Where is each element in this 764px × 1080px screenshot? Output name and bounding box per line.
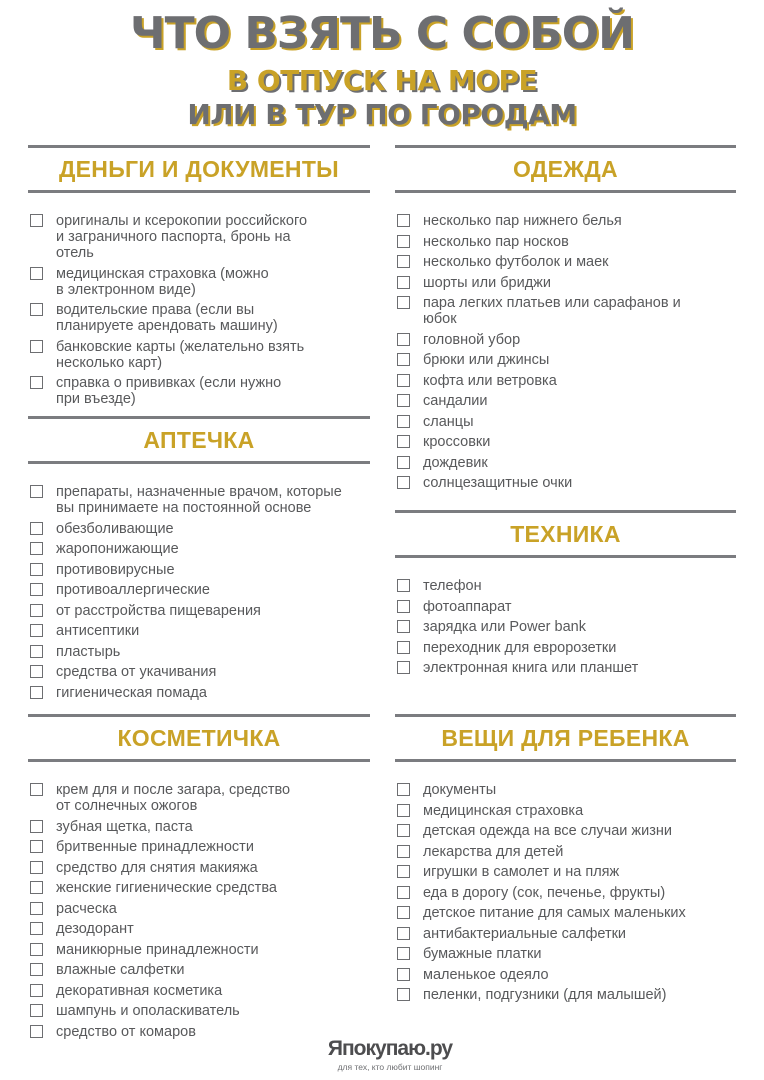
checklist-item-label: кофта или ветровка bbox=[423, 372, 557, 389]
checklist-item[interactable] bbox=[28, 901, 370, 917]
checkbox-icon[interactable] bbox=[397, 927, 410, 940]
section-divider bbox=[395, 190, 736, 193]
checklist-item-label: антисептики bbox=[56, 623, 140, 639]
section-divider bbox=[28, 759, 370, 762]
checkbox-icon[interactable] bbox=[30, 984, 43, 997]
section-divider bbox=[28, 145, 370, 148]
checklist-item-label: дезодорант bbox=[56, 921, 134, 937]
checklist-item-label: детское питание для самых маленьких bbox=[423, 905, 686, 921]
checklist-item[interactable] bbox=[28, 880, 370, 896]
checklist-item-label: электронная книга или планшет bbox=[423, 660, 639, 676]
checkbox-icon[interactable] bbox=[397, 394, 410, 407]
section-divider bbox=[395, 714, 736, 717]
checklist-item[interactable] bbox=[28, 375, 370, 407]
checkbox-icon[interactable] bbox=[30, 861, 43, 874]
checklist-item-label: несколько пар носков bbox=[423, 233, 569, 250]
checkbox-icon[interactable] bbox=[397, 641, 410, 654]
checklist bbox=[395, 578, 736, 676]
checklist-item-label: лекарства для детей bbox=[423, 843, 564, 860]
checklist-item-label: крем для и после загара, средство от солнечных ожогов bbox=[56, 782, 291, 814]
checklist-item-label: пластырь bbox=[56, 643, 121, 660]
checklist-item[interactable] bbox=[395, 967, 736, 983]
checklist-item[interactable] bbox=[395, 660, 736, 676]
checklist-item[interactable] bbox=[395, 373, 736, 389]
checkbox-icon[interactable] bbox=[397, 661, 410, 674]
section-heading: ВЕЩИ ДЛЯ РЕБЕНКА bbox=[441, 725, 690, 751]
checklist-item-label: кроссовки bbox=[423, 434, 491, 450]
checkbox-icon[interactable] bbox=[30, 902, 43, 915]
checklist-item[interactable] bbox=[28, 664, 370, 680]
checklist-item[interactable] bbox=[395, 885, 736, 901]
checklist-item[interactable] bbox=[395, 275, 736, 291]
checkbox-icon[interactable] bbox=[30, 267, 43, 280]
checkbox-icon[interactable] bbox=[397, 415, 410, 428]
checklist-item[interactable] bbox=[395, 844, 736, 860]
checklist-item-label: справка о прививках (если нужно при въезде) bbox=[56, 375, 282, 407]
checklist-item[interactable] bbox=[28, 782, 370, 814]
checkbox-icon[interactable] bbox=[30, 1004, 43, 1017]
checklist-item-label: зубная щетка, паста bbox=[56, 818, 193, 835]
section-heading: КОСМЕТИЧКА bbox=[117, 725, 281, 751]
checklist-item-label: шампунь и ополаскиватель bbox=[56, 1003, 240, 1019]
page-subtitle-line1: В ОТПУСК НА МОРЕ bbox=[226, 64, 538, 97]
checkbox-icon[interactable] bbox=[397, 579, 410, 592]
checklist-item-label: антибактериальные салфетки bbox=[423, 925, 627, 942]
section-child bbox=[395, 714, 736, 1008]
checklist-item[interactable] bbox=[395, 578, 736, 594]
checklist-item[interactable] bbox=[395, 803, 736, 819]
section-divider bbox=[395, 145, 736, 148]
checklist-item[interactable] bbox=[28, 623, 370, 639]
section-divider bbox=[28, 461, 370, 464]
checkbox-icon[interactable] bbox=[30, 922, 43, 935]
checkbox-icon[interactable] bbox=[30, 686, 43, 699]
section-money-documents bbox=[28, 145, 370, 412]
checklist-item-label: телефон bbox=[423, 578, 482, 594]
checkbox-icon[interactable] bbox=[30, 542, 43, 555]
checkbox-icon[interactable] bbox=[30, 340, 43, 353]
checklist-item-label: жаропонижающие bbox=[56, 541, 179, 557]
checkbox-icon[interactable] bbox=[30, 563, 43, 576]
checkbox-icon[interactable] bbox=[397, 235, 410, 248]
checkbox-icon[interactable] bbox=[30, 881, 43, 894]
checkbox-icon[interactable] bbox=[30, 485, 43, 498]
checklist bbox=[395, 782, 736, 1003]
checklist-item[interactable] bbox=[28, 819, 370, 835]
checklist bbox=[28, 782, 370, 1040]
checklist-item[interactable] bbox=[395, 823, 736, 839]
checklist-item[interactable] bbox=[28, 839, 370, 855]
checklist-item-label: влажные салфетки bbox=[56, 962, 185, 978]
checkbox-icon[interactable] bbox=[30, 214, 43, 227]
checklist-item-label: детская одежда на все случаи жизни bbox=[423, 823, 672, 839]
checkbox-icon[interactable] bbox=[397, 353, 410, 366]
brand-logo bbox=[310, 1038, 470, 1072]
checkbox-icon[interactable] bbox=[30, 820, 43, 833]
checklist-item-label: головной убор bbox=[423, 331, 521, 348]
checkbox-icon[interactable] bbox=[30, 943, 43, 956]
checkbox-icon[interactable] bbox=[397, 804, 410, 817]
checklist-item[interactable] bbox=[395, 599, 736, 615]
section-clothes bbox=[395, 145, 736, 496]
checklist-item-label: обезболивающие bbox=[56, 520, 174, 537]
checkbox-icon[interactable] bbox=[397, 783, 410, 796]
checklist-item[interactable] bbox=[28, 1003, 370, 1019]
checklist-item-label: средства от укачивания bbox=[56, 664, 217, 680]
brand-logo-name: Япокупаю.ру bbox=[327, 1037, 453, 1060]
checklist-item-label: расческа bbox=[56, 900, 117, 917]
checklist-item[interactable] bbox=[28, 582, 370, 598]
checkbox-icon[interactable] bbox=[30, 624, 43, 637]
checklist-item[interactable] bbox=[395, 864, 736, 880]
checkbox-icon[interactable] bbox=[397, 620, 410, 633]
checkbox-icon[interactable] bbox=[397, 214, 410, 227]
checklist-item[interactable] bbox=[28, 302, 370, 334]
checkbox-icon[interactable] bbox=[30, 303, 43, 316]
checklist-item[interactable] bbox=[395, 414, 736, 430]
checklist-item-label: игрушки в самолет и на пляж bbox=[423, 864, 620, 880]
checklist-item-label: пара легких платьев или сарафанов и юбок bbox=[423, 295, 681, 327]
checklist-item[interactable] bbox=[395, 352, 736, 368]
checkbox-icon[interactable] bbox=[397, 886, 410, 899]
checklist-item-label: средство от комаров bbox=[56, 1023, 196, 1040]
checkbox-icon[interactable] bbox=[30, 583, 43, 596]
checklist-item-label: медицинская страховка bbox=[423, 802, 584, 819]
checklist-item-label: фотоаппарат bbox=[423, 598, 512, 615]
checklist bbox=[28, 484, 370, 701]
checklist-item-label: сланцы bbox=[423, 413, 474, 430]
checklist-item[interactable] bbox=[395, 926, 736, 942]
checklist-item[interactable] bbox=[395, 640, 736, 656]
checkbox-icon[interactable] bbox=[30, 1025, 43, 1038]
section-divider bbox=[395, 759, 736, 762]
section-divider bbox=[28, 416, 370, 419]
checklist bbox=[395, 213, 736, 491]
checklist bbox=[28, 213, 370, 407]
checkbox-icon[interactable] bbox=[397, 906, 410, 919]
checklist-item[interactable] bbox=[395, 213, 736, 229]
checklist-item-label: несколько пар нижнего белья bbox=[423, 213, 622, 229]
checklist-item[interactable] bbox=[28, 644, 370, 660]
checklist-item-label: декоративная косметика bbox=[56, 982, 223, 999]
checkbox-icon[interactable] bbox=[397, 296, 410, 309]
checklist-item[interactable] bbox=[28, 860, 370, 876]
section-heading: АПТЕЧКА bbox=[143, 427, 255, 453]
checklist-item[interactable] bbox=[395, 234, 736, 250]
page-subtitle-line2: ИЛИ В ТУР ПО ГОРОДАМ bbox=[187, 98, 577, 131]
checklist-item-label: препараты, назначенные врачом, которые вы принимаете на постоянной основе bbox=[56, 484, 342, 516]
checklist-item-label: водительские права (если вы планируете арендовать машину) bbox=[56, 302, 278, 334]
checkbox-icon[interactable] bbox=[397, 276, 410, 289]
checkbox-icon[interactable] bbox=[397, 456, 410, 469]
checklist-item[interactable] bbox=[395, 619, 736, 635]
checklist-item-label: еда в дорогу (сок, печенье, фрукты) bbox=[423, 884, 666, 901]
checklist-item-label: несколько футболок и маек bbox=[423, 254, 609, 270]
checkbox-icon[interactable] bbox=[397, 947, 410, 960]
section-divider bbox=[395, 555, 736, 558]
checklist-item-label: документы bbox=[423, 782, 497, 798]
checklist-item-label: бумажные платки bbox=[423, 946, 542, 962]
checklist-item-label: женские гигиенические средства bbox=[56, 880, 277, 896]
checklist-item[interactable] bbox=[395, 332, 736, 348]
checkbox-icon[interactable] bbox=[30, 522, 43, 535]
checkbox-icon[interactable] bbox=[397, 600, 410, 613]
checklist-item-label: оригиналы и ксерокопии российского и заграничного паспорта, бронь на отель bbox=[56, 213, 308, 261]
checklist-item-label: средство для снятия макияжа bbox=[56, 859, 258, 876]
brand-logo-tagline: для тех, кто любит шопинг bbox=[337, 1062, 443, 1072]
checkbox-icon[interactable] bbox=[30, 665, 43, 678]
checklist-item[interactable] bbox=[395, 905, 736, 921]
checklist-item[interactable] bbox=[395, 782, 736, 798]
checklist-item[interactable] bbox=[395, 434, 736, 450]
checklist-item-label: от расстройства пищеварения bbox=[56, 602, 261, 619]
section-tech bbox=[395, 510, 736, 681]
checklist-item[interactable] bbox=[28, 921, 370, 937]
checklist-item[interactable] bbox=[395, 254, 736, 270]
checklist-item-label: банковские карты (желательно взять несколько карт) bbox=[56, 338, 305, 371]
checkbox-icon[interactable] bbox=[397, 968, 410, 981]
checkbox-icon[interactable] bbox=[30, 645, 43, 658]
checklist-item-label: медицинская страховка (можно в электронном виде) bbox=[56, 265, 269, 298]
checkbox-icon[interactable] bbox=[30, 604, 43, 617]
checklist-item[interactable] bbox=[395, 455, 736, 471]
checklist-item[interactable] bbox=[28, 942, 370, 958]
section-heading: ОДЕЖДА bbox=[513, 156, 618, 182]
checkbox-icon[interactable] bbox=[397, 865, 410, 878]
checklist-item-label: противоаллергические bbox=[56, 582, 210, 598]
checkbox-icon[interactable] bbox=[397, 824, 410, 837]
checklist-item-label: сандалии bbox=[423, 393, 488, 409]
section-heading: ДЕНЬГИ И ДОКУМЕНТЫ bbox=[58, 156, 340, 182]
checkbox-icon[interactable] bbox=[397, 374, 410, 387]
checklist-item[interactable] bbox=[28, 603, 370, 619]
checklist-item[interactable] bbox=[395, 475, 736, 491]
checkbox-icon[interactable] bbox=[30, 376, 43, 389]
checklist-item[interactable] bbox=[395, 946, 736, 962]
section-divider bbox=[28, 190, 370, 193]
checkbox-icon[interactable] bbox=[30, 840, 43, 853]
checklist-item-label: зарядка или Power bank bbox=[423, 619, 586, 635]
checklist-item[interactable] bbox=[28, 484, 370, 516]
checklist-item-label: переходник для евророзетки bbox=[423, 639, 617, 656]
checklist-item[interactable] bbox=[28, 521, 370, 537]
checklist-item[interactable] bbox=[395, 987, 736, 1003]
section-first-aid bbox=[28, 416, 370, 705]
checklist-item-label: бритвенные принадлежности bbox=[56, 839, 254, 855]
checklist-item-label: дождевик bbox=[423, 454, 488, 471]
checklist-item-label: маленькое одеяло bbox=[423, 966, 549, 983]
checklist-item-label: маникюрные принадлежности bbox=[56, 941, 259, 958]
checkbox-icon[interactable] bbox=[397, 255, 410, 268]
checklist-item[interactable] bbox=[395, 393, 736, 409]
checklist-item-label: гигиеническая помада bbox=[56, 684, 207, 701]
checkbox-icon[interactable] bbox=[397, 845, 410, 858]
section-heading: ТЕХНИКА bbox=[510, 521, 621, 547]
checkbox-icon[interactable] bbox=[397, 476, 410, 489]
checklist-item[interactable] bbox=[28, 213, 370, 261]
page-title: ЧТО ВЗЯТЬ С СОБОЙ bbox=[130, 8, 634, 59]
checklist-item[interactable] bbox=[28, 339, 370, 371]
checklist-item-label: солнцезащитные очки bbox=[423, 475, 573, 491]
section-divider bbox=[28, 714, 370, 717]
checklist-item-label: пеленки, подгузники (для малышей) bbox=[423, 987, 667, 1003]
checkbox-icon[interactable] bbox=[397, 333, 410, 346]
checklist-item[interactable] bbox=[28, 562, 370, 578]
checkbox-icon[interactable] bbox=[397, 435, 410, 448]
checklist-item[interactable] bbox=[28, 962, 370, 978]
checklist-item[interactable] bbox=[395, 295, 736, 327]
checklist-item-label: противовирусные bbox=[56, 561, 175, 578]
checklist-item[interactable] bbox=[28, 685, 370, 701]
checkbox-icon[interactable] bbox=[397, 988, 410, 1001]
checklist-item[interactable] bbox=[28, 983, 370, 999]
checklist-item[interactable] bbox=[28, 541, 370, 557]
checklist-item-label: брюки или джинсы bbox=[423, 352, 550, 368]
checklist-item[interactable] bbox=[28, 266, 370, 298]
section-cosmetics bbox=[28, 714, 370, 1044]
checkbox-icon[interactable] bbox=[30, 963, 43, 976]
checkbox-icon[interactable] bbox=[30, 783, 43, 796]
section-divider bbox=[395, 510, 736, 513]
checklist-item-label: шорты или бриджи bbox=[423, 274, 551, 291]
